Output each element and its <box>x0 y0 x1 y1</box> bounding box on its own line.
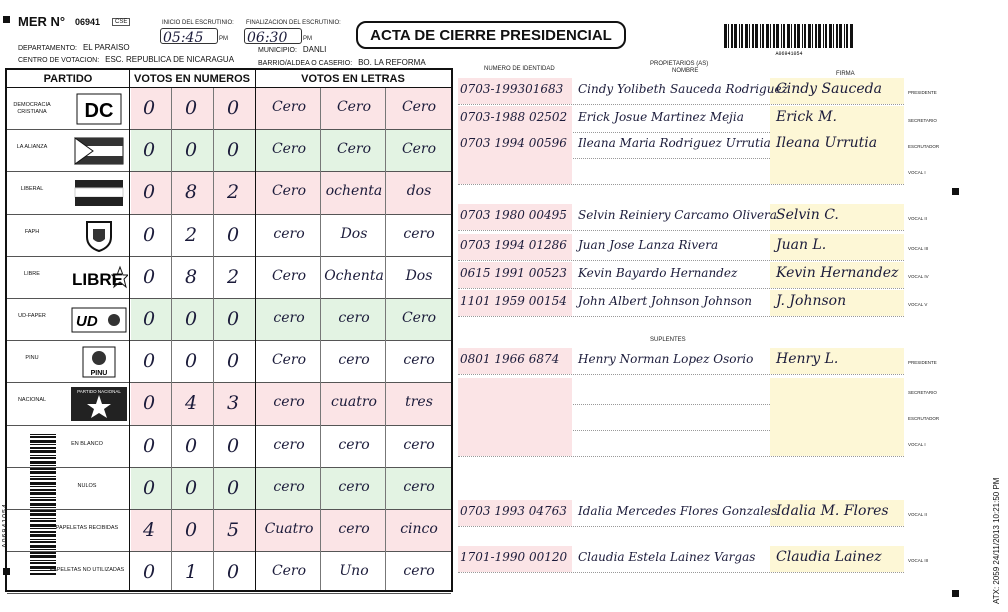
left-side-code: A06941054 <box>2 503 9 548</box>
barcode <box>722 22 856 56</box>
vote-digit: 0 <box>184 434 198 457</box>
vote-digit: 4 <box>184 392 198 415</box>
vote-digit: 8 <box>184 265 198 288</box>
vote-word: cuatro <box>331 394 377 411</box>
member-signature: Idalia M. Flores <box>776 503 889 519</box>
member-role: VOCAL III <box>908 246 929 251</box>
member-role: VOCAL I <box>908 442 926 447</box>
finalizacion-suffix: PM <box>303 36 312 42</box>
vote-word: cero <box>403 563 435 580</box>
vote-word: cero <box>273 394 305 411</box>
col-id-header: NUMERO DE IDENTIDAD <box>484 66 555 72</box>
vote-digit: 0 <box>142 308 156 331</box>
registration-mark <box>3 16 10 23</box>
party-label: FAPH <box>24 228 40 235</box>
vote-word: cero <box>273 310 305 327</box>
vote-word: cero <box>338 478 370 495</box>
signature-field[interactable] <box>770 378 904 404</box>
member-name: Juan Jose Lanza Rivera <box>578 238 719 252</box>
party-logo-icon <box>69 175 129 211</box>
vote-digit: 0 <box>226 97 240 120</box>
member-id: 0703 1994 01286 <box>460 238 567 252</box>
ud-logo-text: UD <box>76 313 98 331</box>
member-role: VOCAL II <box>908 512 927 517</box>
vote-word: dos <box>406 183 432 200</box>
col-numeros-header: VOTOS EN NUMEROS <box>129 70 255 88</box>
barcode-bar <box>752 24 754 48</box>
member-role: VOCAL III <box>908 558 929 563</box>
barcode-bar <box>844 24 845 48</box>
party-logo-icon <box>69 133 129 169</box>
summary-label: PAPELETAS RECIBIDAS <box>55 525 119 532</box>
barcode-bar <box>745 24 748 48</box>
timestamp-stamp: ATX: 2059 24/11/2013 10:21:50 PM <box>992 477 1001 604</box>
id-field[interactable] <box>458 378 572 404</box>
signature-field[interactable] <box>770 430 904 456</box>
mer-label: MER N° <box>18 14 66 29</box>
member-signature: Erick M. <box>776 109 837 125</box>
member-role: SECRETARIO <box>908 390 937 395</box>
member-role: VOCAL IV <box>908 274 929 279</box>
col-name-header: PROPIETARIOS (AS) <box>650 61 709 67</box>
barcode-bar <box>773 24 775 48</box>
barcode-bar <box>739 24 740 48</box>
vote-word: ochenta <box>325 183 383 200</box>
party-label: DEMOCRACIA CRISTIANA <box>13 102 51 116</box>
finalizacion-label: FINALIZACION DEL ESCRUTINIO: <box>246 20 341 26</box>
member-signature: Henry L. <box>776 351 839 367</box>
inicio-suffix: PM <box>219 36 228 42</box>
inicio-label: INICIO DEL ESCRUTINIO: <box>162 20 234 26</box>
vote-word: Cero <box>271 267 307 284</box>
id-field[interactable] <box>458 158 572 184</box>
vote-word: Dos <box>340 225 368 242</box>
party-label: LIBRE <box>24 270 40 277</box>
barcode-bar <box>846 24 848 48</box>
registration-mark <box>952 188 959 195</box>
vote-digit: 0 <box>142 350 156 373</box>
vote-digit: 3 <box>226 392 240 415</box>
vote-word: Cero <box>271 141 307 158</box>
vote-word: Cero <box>271 183 307 200</box>
vote-word: cero <box>338 352 370 369</box>
member-name: Idalia Mercedes Flores Gonzales <box>578 504 778 518</box>
barcode-bar <box>825 24 827 48</box>
centro-line <box>18 55 234 64</box>
barcode-bar <box>755 24 758 48</box>
member-name: Claudia Estela Lainez Vargas <box>578 550 756 564</box>
vote-digit: 0 <box>226 350 240 373</box>
tally-table <box>5 68 453 592</box>
party-logo-icon <box>69 260 129 296</box>
summary-label: EN BLANCO <box>71 440 103 447</box>
registration-mark <box>3 568 10 575</box>
barrio-line <box>258 58 426 67</box>
member-id: 0703-1988 02502 <box>460 110 568 124</box>
barcode-bar <box>823 24 824 48</box>
barcode-text: A06941054 <box>775 51 803 56</box>
member-role: VOCAL I <box>908 170 926 175</box>
barcode-bar <box>808 24 811 48</box>
vote-digit: 0 <box>184 97 198 120</box>
party-label: LA ALIANZA <box>16 144 48 151</box>
centro-label: CENTRO DE VOTACION: <box>18 57 100 64</box>
inicio-time-box <box>160 28 218 44</box>
vote-word: cero <box>403 225 435 242</box>
vote-word: Cero <box>401 99 437 116</box>
member-name: John Albert Johnson Johnson <box>578 294 752 308</box>
member-role: VOCAL V <box>908 302 928 307</box>
member-signature: Claudia Lainez <box>776 549 882 565</box>
vote-digit: 0 <box>142 97 156 120</box>
member-signature: Juan L. <box>776 237 827 253</box>
barcode-bar <box>734 24 737 48</box>
barcode-bar <box>766 24 769 48</box>
party-logo-icon <box>69 91 129 127</box>
col-partido-header: PARTIDO <box>7 70 129 88</box>
vote-word: Cero <box>401 310 437 327</box>
barcode-bar <box>850 24 853 48</box>
member-id: 1701-1990 00120 <box>460 550 568 564</box>
member-id: 0703 1980 00495 <box>460 208 567 222</box>
barcode-bar <box>728 24 729 48</box>
vote-word: Cero <box>336 141 372 158</box>
barcode-bar <box>818 24 821 48</box>
col-name-sub-header: NOMBRE <box>672 68 699 74</box>
member-role: ESCRUTADOR <box>908 416 940 421</box>
dc-logo-text: DC <box>84 100 114 123</box>
suplentes-header: SUPLENTES <box>650 337 686 343</box>
finalizacion-time: 06:30 <box>247 30 288 46</box>
member-name: Selvin Reiniery Carcamo Olivera <box>578 208 777 222</box>
vote-digit: 5 <box>226 519 240 542</box>
municipio-line <box>258 45 326 54</box>
vote-word: cero <box>403 352 435 369</box>
vote-digit: 0 <box>142 476 156 499</box>
party-label: NACIONAL <box>17 397 47 404</box>
pinu-logo-text: PINU <box>90 370 108 378</box>
barrio-label: BARRIO/ALDEA O CASERIO: <box>258 60 353 67</box>
vote-digit: 2 <box>184 223 198 246</box>
member-name: Cindy Yolibeth Sauceda Rodriguez <box>578 82 788 96</box>
barcode-bar <box>836 24 838 48</box>
vote-word: tres <box>405 394 433 411</box>
barrio-value: BO. LA REFORMA <box>358 58 426 67</box>
col-sign-header: FIRMA <box>836 71 855 77</box>
member-name: Ileana Maria Rodriguez Urrutia <box>578 136 771 150</box>
party-logo-icon <box>69 302 129 338</box>
departamento-line <box>18 43 130 52</box>
member-role: PRESIDENTE <box>908 360 937 365</box>
barcode-bar <box>770 24 771 48</box>
member-signature: Kevin Hernandez <box>776 265 899 281</box>
departamento-value: EL PARAISO <box>82 43 130 52</box>
member-role: ESCRUTADOR <box>908 144 940 149</box>
finalizacion-time-box <box>244 28 302 44</box>
barcode-bar <box>797 24 800 48</box>
id-field[interactable] <box>458 404 572 430</box>
barcode-bar <box>731 24 733 48</box>
member-signature: Ileana Urrutia <box>776 135 878 151</box>
party-label: LIBERAL <box>20 186 44 193</box>
vote-digit: 0 <box>142 392 156 415</box>
vote-word: cero <box>273 478 305 495</box>
barcode-bar <box>839 24 842 48</box>
summary-label: PAPELETAS NO UTILIZADAS <box>49 567 125 574</box>
municipio-label: MUNICIPIO: <box>258 47 297 54</box>
party-logo-icon <box>69 344 129 380</box>
vote-word: Uno <box>339 563 369 580</box>
vote-digit: 0 <box>226 434 240 457</box>
vote-digit: 0 <box>226 308 240 331</box>
member-role: SECRETARIO <box>908 118 937 123</box>
barcode-bar <box>776 24 779 48</box>
vote-word: Cero <box>401 141 437 158</box>
vote-digit: 0 <box>184 350 198 373</box>
vote-digit: 0 <box>226 223 240 246</box>
signature-field[interactable] <box>770 404 904 430</box>
member-role: PRESIDENTE <box>908 90 937 95</box>
party-logo-icon <box>69 386 129 422</box>
vote-digit: 0 <box>142 181 156 204</box>
libre-logo-text: LIBRE <box>72 269 123 289</box>
cse-logo: CSE <box>112 18 130 26</box>
vote-digit: 4 <box>142 519 156 542</box>
member-id: 0801 1966 6874 <box>460 352 560 366</box>
vote-digit: 0 <box>142 434 156 457</box>
nacional-logo-text: PARTIDO NACIONAL <box>77 389 121 395</box>
vote-word: cero <box>338 310 370 327</box>
vote-word: cero <box>403 478 435 495</box>
barcode-bar <box>794 24 796 48</box>
registration-mark <box>952 590 959 597</box>
vote-digit: 0 <box>142 561 156 584</box>
member-signature: Cindy Sauceda <box>776 81 882 97</box>
member-name: Erick Josue Martinez Mejia <box>578 110 744 124</box>
barcode-bar <box>791 24 792 48</box>
member-id: 0703 1993 04763 <box>460 504 567 518</box>
vote-word: Ochenta <box>324 267 384 284</box>
member-id: 0703-199301683 <box>460 82 564 96</box>
vote-digit: 0 <box>142 223 156 246</box>
vote-word: cero <box>403 436 435 453</box>
signature-field[interactable] <box>770 158 904 184</box>
vote-word: cero <box>338 521 370 538</box>
vote-word: cero <box>273 436 305 453</box>
barcode-bar <box>812 24 813 48</box>
barcode-bar <box>833 24 834 48</box>
summary-label: NULOS <box>77 482 97 489</box>
barcode-bar <box>760 24 761 48</box>
mer-number: 06941 <box>75 17 101 27</box>
member-id: 0615 1991 00523 <box>460 266 567 280</box>
barcode-bar <box>802 24 803 48</box>
vote-word: Dos <box>405 267 433 284</box>
barcode-bar <box>787 24 790 48</box>
id-field[interactable] <box>458 430 572 456</box>
vote-digit: 2 <box>226 265 240 288</box>
vote-digit: 1 <box>184 561 198 584</box>
member-role: VOCAL II <box>908 216 927 221</box>
member-signature: J. Johnson <box>776 293 847 309</box>
vote-digit: 0 <box>184 139 198 162</box>
vote-word: Cero <box>271 563 307 580</box>
vote-word: Cuatro <box>264 521 314 538</box>
centro-value: ESC. REPUBLICA DE NICARAGUA <box>105 55 235 64</box>
member-name: Henry Norman Lopez Osorio <box>578 352 754 366</box>
barcode-bar <box>815 24 817 48</box>
member-id: 1101 1959 00154 <box>460 294 567 308</box>
vote-digit: 0 <box>142 139 156 162</box>
party-label: UD-FAPER <box>18 313 46 320</box>
vote-word: cinco <box>400 521 438 538</box>
vote-word: cero <box>273 225 305 242</box>
barcode-bar <box>762 24 764 48</box>
barcode-bar <box>829 24 832 48</box>
municipio-value: DANLI <box>302 45 327 54</box>
vote-word: Cero <box>271 99 307 116</box>
barcode-bar <box>724 24 727 48</box>
vote-digit: 0 <box>184 476 198 499</box>
departamento-label: DEPARTAMENTO: <box>18 45 77 52</box>
party-logo-icon <box>69 218 129 254</box>
vote-digit: 0 <box>184 308 198 331</box>
vote-digit: 0 <box>226 561 240 584</box>
col-letras-header: VOTOS EN LETRAS <box>255 70 451 88</box>
vote-word: Cero <box>336 99 372 116</box>
inicio-time: 05:45 <box>163 30 204 46</box>
vote-digit: 0 <box>184 519 198 542</box>
vote-digit: 0 <box>226 139 240 162</box>
barcode-bar <box>783 24 785 48</box>
party-label: PINU <box>25 355 39 362</box>
barcode-bar <box>749 24 750 48</box>
vote-digit: 8 <box>184 181 198 204</box>
vote-digit: 0 <box>226 476 240 499</box>
vote-digit: 2 <box>226 181 240 204</box>
barcode-bar <box>781 24 782 48</box>
vote-word: cero <box>338 436 370 453</box>
vote-digit: 0 <box>142 265 156 288</box>
member-id: 0703 1994 00596 <box>460 136 567 150</box>
document-title: ACTA DE CIERRE PRESIDENCIAL <box>356 21 626 49</box>
member-name: Kevin Bayardo Hernandez <box>578 266 738 280</box>
barcode-bar <box>804 24 806 48</box>
vote-word: Cero <box>271 352 307 369</box>
member-signature: Selvin C. <box>776 207 839 223</box>
barcode-bar <box>741 24 743 48</box>
